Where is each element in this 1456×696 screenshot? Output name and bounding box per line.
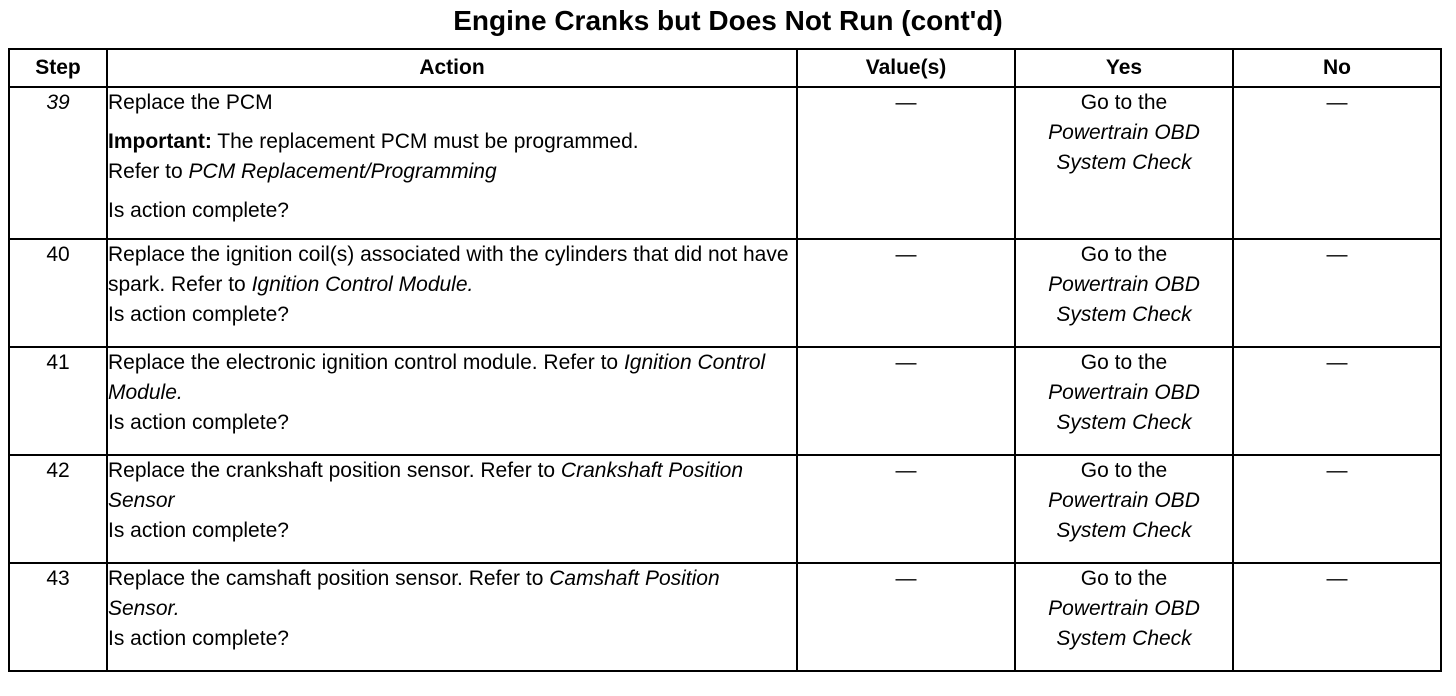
procedure-link[interactable]: Crankshaft Position Sensor: [108, 459, 744, 512]
page-title: Engine Cranks but Does Not Run (cont'd): [453, 5, 1003, 36]
action-text-body: Replace the ignition coil(s) associated with the cylinders that did not have spark. Refer to: [108, 243, 789, 296]
procedure-link[interactable]: Camshaft Position Sensor.: [108, 567, 720, 620]
header-action: Action: [107, 49, 797, 87]
table-row: [9, 239, 1441, 347]
header-no: No: [1233, 49, 1441, 87]
step-number: 42: [9, 455, 107, 563]
action-text: [108, 564, 796, 624]
yes-link[interactable]: System Check: [1056, 627, 1192, 650]
yes-cell: [1015, 239, 1233, 347]
header-values: Value(s): [797, 49, 1015, 87]
value-cell: —: [797, 347, 1015, 455]
action-text-body: Replace the electronic ignition control module. Refer to: [108, 351, 624, 374]
table-row: [9, 347, 1441, 455]
header-row: [9, 49, 1441, 87]
action-text-body: Replace the crankshaft position sensor. Refer to: [108, 459, 561, 482]
action-text: Replace the PCM: [108, 91, 273, 114]
diagnostic-table: [8, 48, 1442, 672]
yes-link[interactable]: System Check: [1056, 519, 1192, 542]
value-cell: —: [797, 455, 1015, 563]
important-label: Important:: [108, 130, 212, 153]
header-step: Step: [9, 49, 107, 87]
no-cell: —: [1233, 87, 1441, 239]
action-cell: [107, 239, 797, 347]
action-cell: [107, 347, 797, 455]
action-question: Is action complete?: [108, 411, 289, 434]
yes-link[interactable]: Powertrain OBD: [1048, 121, 1200, 144]
action-text: [108, 240, 796, 300]
action-cell: [107, 455, 797, 563]
important-note: [108, 127, 796, 187]
yes-cell: [1015, 87, 1233, 239]
action-text-body: Replace the camshaft position sensor. Refer to: [108, 567, 550, 590]
value-cell: —: [797, 563, 1015, 671]
action-question: Is action complete?: [108, 303, 289, 326]
no-cell: —: [1233, 455, 1441, 563]
action-cell: [107, 87, 797, 239]
action-question: Is action complete?: [108, 199, 289, 222]
value-cell: —: [797, 239, 1015, 347]
yes-link[interactable]: System Check: [1056, 303, 1192, 326]
refer-prefix: Refer to: [108, 160, 189, 183]
no-cell: —: [1233, 563, 1441, 671]
yes-link[interactable]: Powertrain OBD: [1048, 273, 1200, 296]
yes-text: Go to the: [1080, 91, 1168, 114]
table-row: [9, 455, 1441, 563]
table-row: [9, 87, 1441, 239]
header-yes: Yes: [1015, 49, 1233, 87]
yes-text: Go to the: [1080, 459, 1168, 482]
action-text: [108, 456, 796, 516]
important-text: The replacement PCM must be programmed.: [211, 130, 639, 153]
yes-text: Go to the: [1080, 351, 1168, 374]
action-question: Is action complete?: [108, 519, 289, 542]
action-cell: [107, 563, 797, 671]
yes-cell: [1015, 347, 1233, 455]
yes-cell: [1015, 455, 1233, 563]
no-cell: —: [1233, 347, 1441, 455]
value-cell: —: [797, 87, 1015, 239]
yes-text: Go to the: [1080, 567, 1168, 590]
procedure-link[interactable]: PCM Replacement/Programming: [188, 160, 497, 183]
yes-link[interactable]: System Check: [1056, 151, 1192, 174]
yes-link[interactable]: System Check: [1056, 411, 1192, 434]
no-cell: —: [1233, 239, 1441, 347]
table-row: [9, 563, 1441, 671]
procedure-link[interactable]: Ignition Control Module.: [108, 351, 766, 404]
yes-cell: [1015, 563, 1233, 671]
yes-link[interactable]: Powertrain OBD: [1048, 597, 1200, 620]
action-question: Is action complete?: [108, 627, 289, 650]
procedure-link[interactable]: Ignition Control Module.: [251, 273, 474, 296]
yes-text: Go to the: [1080, 243, 1168, 266]
action-text: [108, 348, 796, 408]
yes-link[interactable]: Powertrain OBD: [1048, 381, 1200, 404]
step-number: 40: [9, 239, 107, 347]
step-number: 43: [9, 563, 107, 671]
step-number: 41: [9, 347, 107, 455]
yes-link[interactable]: Powertrain OBD: [1048, 489, 1200, 512]
step-number: 39: [9, 87, 107, 239]
